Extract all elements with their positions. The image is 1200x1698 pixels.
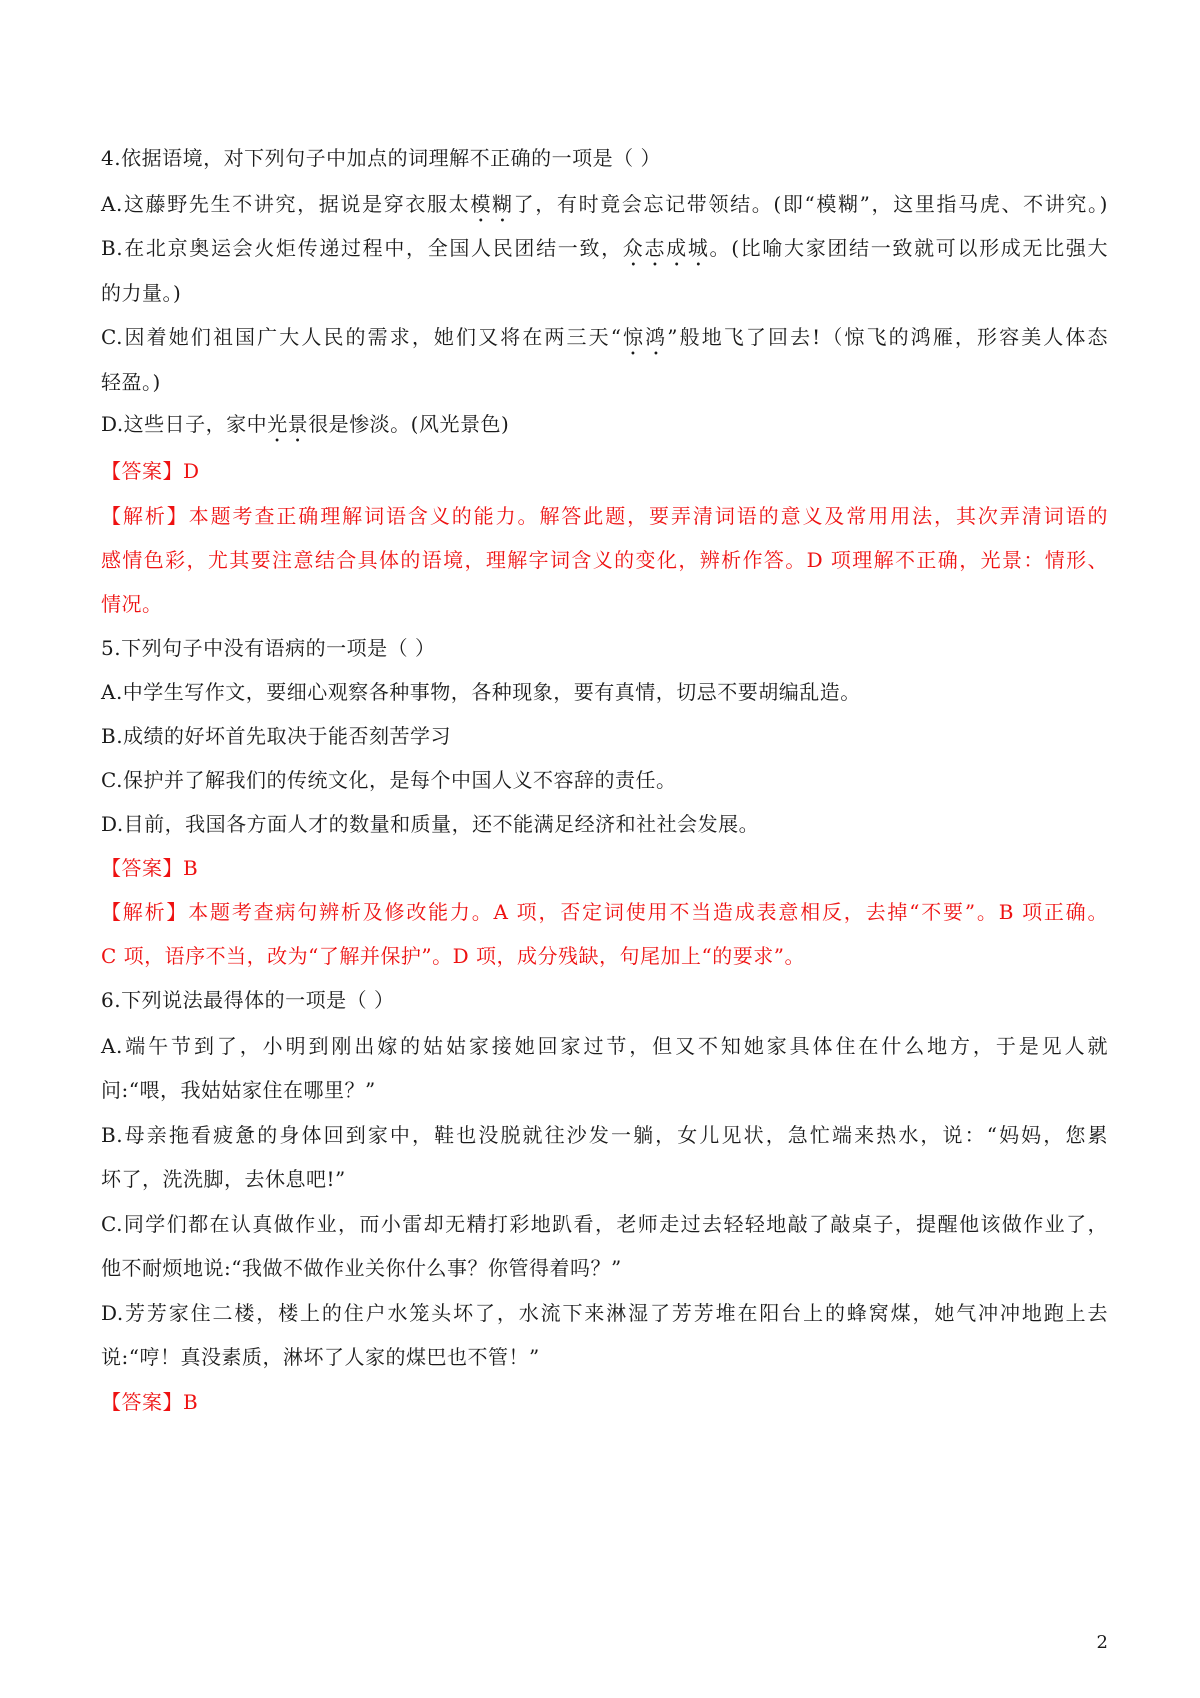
q6-option-c-line-2: 他不耐烦地说:“我做不做作业关你什么事？你管得着吗？”: [101, 1256, 622, 1280]
q5-option-d: D.目前，我国各方面人才的数量和质量，还不能满足经济和社社会发展。: [101, 812, 760, 836]
q5-analysis-line-2: C 项，语序不当，改为“了解并保护”。D 项，成分残缺，句尾加上“的要求”。: [101, 944, 805, 968]
q5-answer: 【答案】B: [101, 856, 199, 880]
q5-option-c: C.保护并了解我们的传统文化，是每个中国人义不容辞的责任。: [101, 768, 677, 792]
q4-answer: 【答案】D: [101, 459, 200, 483]
q4-option-a: A.这藤野先生不讲究，据说是穿衣服太模糊了，有时竟会忘记带领结。(即“模糊”，这里指马虎、不讲究。): [101, 192, 1108, 216]
q4-option-d: D.这些日子，家中光景很是惨淡。(风光景色): [101, 412, 510, 436]
q4-stem: 4.依据语境，对下列句子中加点的词理解不正确的一项是（ ）: [101, 146, 661, 170]
q6-answer: 【答案】B: [101, 1390, 199, 1414]
q4-option-c-cont: 轻盈。): [101, 370, 161, 394]
q6-option-a-line-2: 问:“喂，我姑姑家住在哪里？”: [101, 1078, 376, 1102]
q6-option-b-line-1: B.母亲拖看疲惫的身体回到家中，鞋也没脱就往沙发一躺，女儿见状，急忙端来热水，说：“妈妈，您累: [101, 1123, 1108, 1147]
q6-option-d-line-1: D.芳芳家住二楼，楼上的住户水笼头坏了，水流下来淋湿了芳芳堆在阳台上的蜂窝煤，她气冲冲地跑上去: [101, 1301, 1108, 1325]
dotted-word: 众志成城: [622, 236, 710, 260]
q6-stem: 6.下列说法最得体的一项是（ ）: [101, 988, 395, 1012]
q6-option-d-line-2: 说:“哼！真没素质，淋坏了人家的煤巴也不管！”: [101, 1345, 540, 1369]
dotted-word: 惊鸿: [621, 325, 668, 349]
dotted-word: 模糊: [470, 192, 514, 216]
q6-option-b-line-2: 坏了，洗洗脚，去休息吧!”: [101, 1167, 346, 1191]
q4-option-b: B.在北京奥运会火炬传递过程中，全国人民团结一致，众志成城。(比喻大家团结一致就可以形成无比强大: [101, 236, 1108, 260]
q4-option-b-cont: 的力量。): [101, 281, 182, 305]
q4-analysis-line-2: 感情色彩，尤其要注意结合具体的语境，理解字词含义的变化，辨析作答。D 项理解不正确，光景：情形、: [101, 548, 1108, 572]
q4-analysis-line-1: 【解析】本题考查正确理解词语含义的能力。解答此题，要弄清词语的意义及常用用法，其次弄清词语的: [101, 504, 1108, 528]
q5-stem: 5.下列句子中没有语病的一项是（ ）: [101, 636, 436, 660]
q5-option-a: A.中学生写作文，要细心观察各种事物，各种现象，要有真情，切忌不要胡编乱造。: [101, 680, 861, 704]
q6-option-a-line-1: A.端午节到了，小明到刚出嫁的姑姑家接她回家过节，但又不知她家具体住在什么地方，于是见人就: [101, 1034, 1108, 1058]
q4-option-c: C.因着她们祖国广大人民的需求，她们又将在两三天“惊鸿”般地飞了回去!（惊飞的鸿雁，形容美人体态: [101, 325, 1109, 349]
dotted-word: 光景: [267, 412, 309, 436]
q4-analysis-line-3: 情况。: [101, 592, 163, 616]
q5-analysis-line-1: 【解析】本题考查病句辨析及修改能力。A 项，否定词使用不当造成表意相反，去掉“不要”。B 项正确。: [101, 900, 1108, 924]
q5-option-b: B.成绩的好坏首先取决于能否刻苦学习: [101, 724, 452, 748]
page-number: 2: [1096, 1632, 1108, 1653]
q6-option-c-line-1: C.同学们都在认真做作业，而小雷却无精打彩地趴看，老师走过去轻轻地敲了敲桌子，提醒他该做作业了，: [101, 1212, 1108, 1236]
